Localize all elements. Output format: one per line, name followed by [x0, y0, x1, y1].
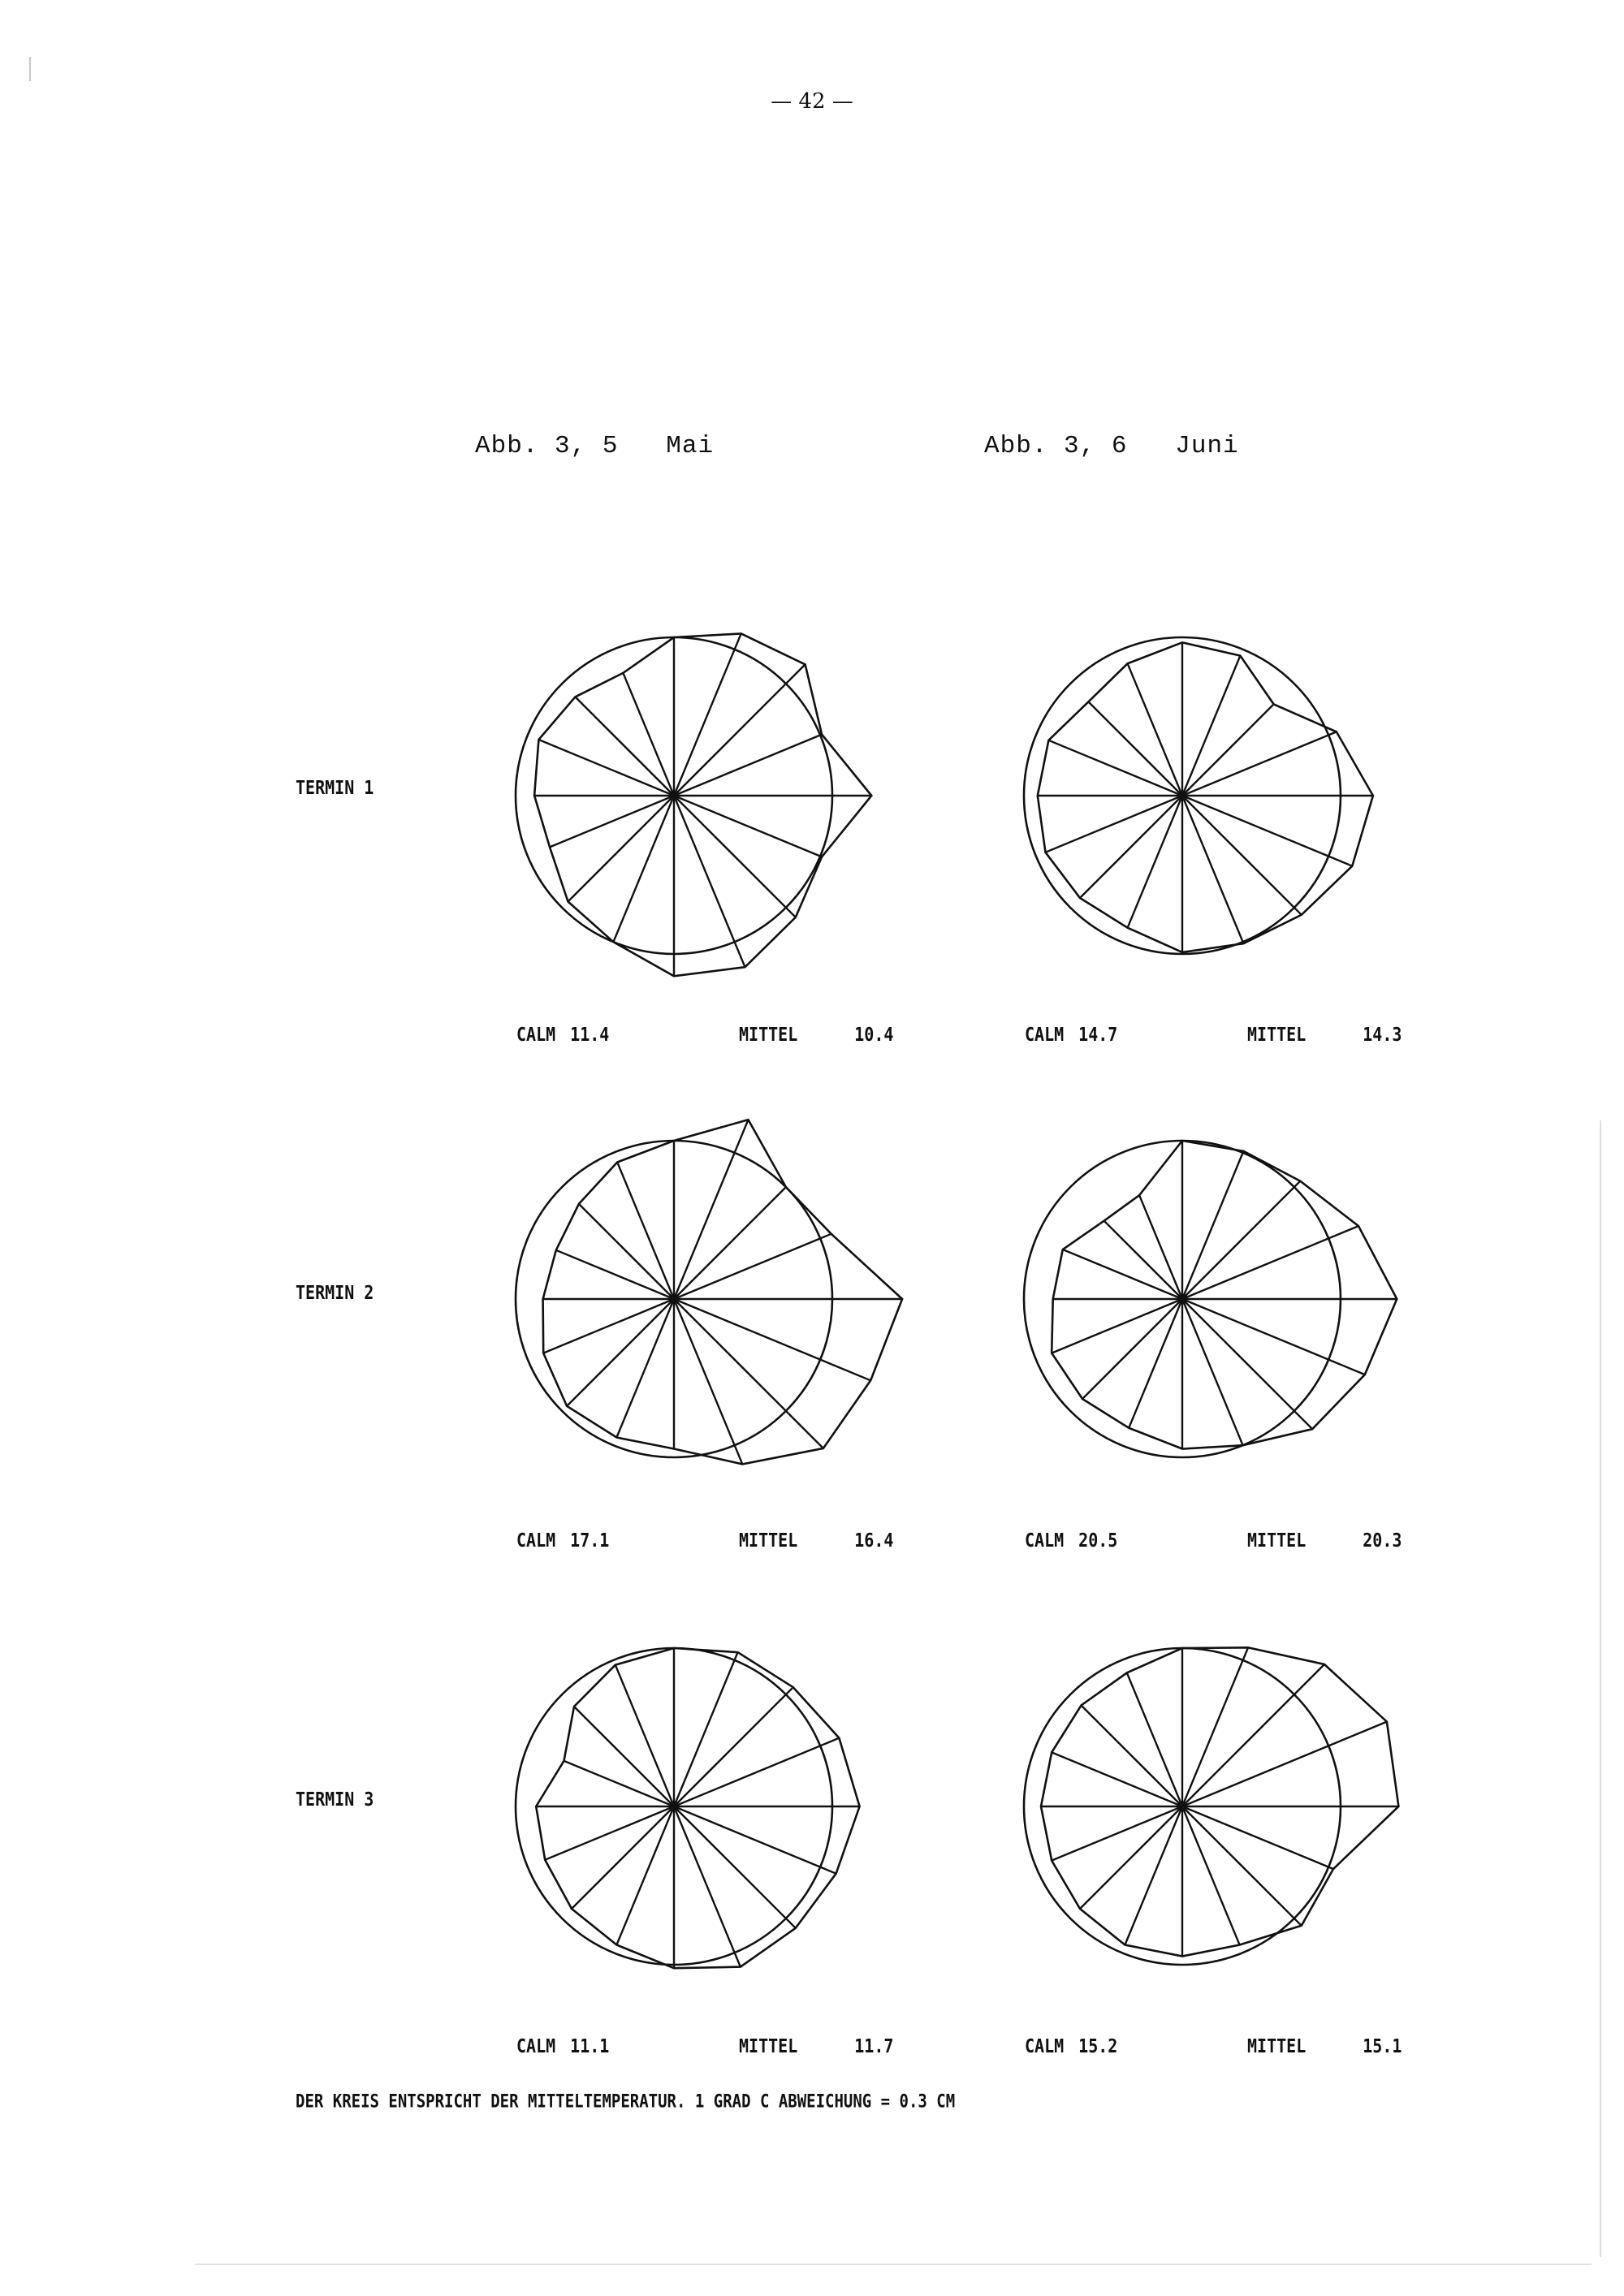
- mittel-stat-mai-termin-1: [739, 1023, 893, 1046]
- mittel-value: 20.3: [1363, 1529, 1402, 1552]
- mittel-stat-juni-termin-2: [1247, 1529, 1402, 1552]
- temperature-polygon: [1041, 1647, 1398, 1956]
- rose-chart-mai-termin-1: [471, 593, 877, 999]
- rose-chart-mai-termin-2: [471, 1096, 877, 1502]
- mittel-value: 15.1: [1363, 2035, 1402, 2057]
- center-point: [1177, 1294, 1187, 1304]
- direction-spoke: [1182, 704, 1274, 796]
- termin-label-2: TERMIN 2: [296, 1281, 374, 1304]
- center-point: [1177, 791, 1187, 801]
- calm-value: 14.7: [1078, 1023, 1118, 1046]
- direction-spoke: [1182, 1299, 1312, 1429]
- figure-title-juni: Abb. 3, 6 Juni: [984, 432, 1239, 460]
- calm-stat-mai-termin-1: [516, 1023, 609, 1046]
- direction-spoke: [1182, 796, 1302, 915]
- mittel-stat-mai-termin-2: [739, 1529, 893, 1552]
- direction-spoke: [674, 1806, 796, 1928]
- direction-spoke: [1080, 1806, 1182, 1909]
- direction-spoke: [579, 1204, 674, 1299]
- direction-spoke: [1080, 796, 1182, 898]
- direction-spoke: [1104, 1221, 1182, 1299]
- direction-spoke: [1182, 1664, 1324, 1806]
- calm-label: CALM: [516, 2035, 556, 2057]
- mittel-value: 14.3: [1363, 1023, 1402, 1046]
- mittel-label: MITTEL: [739, 2035, 798, 2057]
- calm-value: 17.1: [570, 1529, 610, 1552]
- mittel-label: MITTEL: [1247, 2035, 1307, 2057]
- center-point: [669, 1802, 679, 1811]
- direction-spoke: [1088, 701, 1182, 796]
- footnote: DER KREIS ENTSPRICHT DER MITTELTEMPERATUR. 1 GRAD C ABWEICHUNG = 0.3 CM: [296, 2091, 956, 2113]
- direction-spoke: [567, 1299, 674, 1406]
- scan-artifact: [29, 57, 31, 81]
- temperature-polygon: [534, 633, 871, 976]
- calm-stat-juni-termin-1: [1025, 1023, 1117, 1046]
- scan-artifact: [1600, 1120, 1601, 2257]
- mittel-label: MITTEL: [739, 1529, 798, 1552]
- calm-stat-juni-termin-3: [1025, 2035, 1117, 2057]
- figure-title-mai: Abb. 3, 5 Mai: [475, 432, 715, 460]
- mittel-value: 10.4: [854, 1023, 894, 1046]
- rose-chart-mai-termin-3: [471, 1603, 877, 2009]
- direction-spoke: [1182, 1806, 1302, 1926]
- direction-spoke: [574, 1707, 674, 1806]
- calm-stat-mai-termin-2: [516, 1529, 609, 1552]
- calm-value: 11.4: [570, 1023, 610, 1046]
- rose-chart-juni-termin-1: [979, 593, 1385, 999]
- direction-spoke: [1082, 1299, 1182, 1399]
- calm-label: CALM: [1025, 2035, 1065, 2057]
- mittel-label: MITTEL: [1247, 1023, 1307, 1046]
- direction-spoke: [572, 1806, 674, 1909]
- temperature-polygon: [536, 1648, 859, 1968]
- calm-label: CALM: [516, 1529, 556, 1552]
- mittel-value: 11.7: [854, 2035, 894, 2057]
- temperature-polygon: [1038, 642, 1373, 952]
- calm-value: 15.2: [1078, 2035, 1118, 2057]
- direction-spoke: [674, 796, 796, 917]
- mittel-value: 16.4: [854, 1529, 894, 1552]
- calm-stat-mai-termin-3: [516, 2035, 609, 2057]
- direction-spoke: [674, 664, 806, 796]
- rose-chart-juni-termin-3: [979, 1603, 1385, 2009]
- mittel-stat-juni-termin-3: [1247, 2035, 1402, 2057]
- termin-label-3: TERMIN 3: [296, 1788, 374, 1810]
- page-number: — 42 —: [771, 89, 853, 114]
- calm-label: CALM: [1025, 1023, 1065, 1046]
- direction-spoke: [575, 697, 674, 796]
- calm-label: CALM: [516, 1023, 556, 1046]
- rose-chart-juni-termin-2: [979, 1096, 1385, 1502]
- calm-label: CALM: [1025, 1529, 1065, 1552]
- direction-spoke: [674, 1299, 823, 1448]
- center-point: [669, 791, 679, 801]
- termin-label-1: TERMIN 1: [296, 776, 374, 799]
- calm-stat-juni-termin-2: [1025, 1529, 1117, 1552]
- temperature-polygon: [543, 1120, 903, 1464]
- direction-spoke: [674, 1687, 793, 1806]
- mittel-label: MITTEL: [1247, 1529, 1307, 1552]
- scan-artifact: [195, 2264, 1592, 2265]
- direction-spoke: [674, 1187, 786, 1299]
- calm-value: 11.1: [570, 2035, 610, 2057]
- direction-spoke: [568, 796, 675, 902]
- mittel-label: MITTEL: [739, 1023, 798, 1046]
- direction-spoke: [1182, 1181, 1300, 1299]
- mittel-stat-juni-termin-1: [1247, 1023, 1402, 1046]
- mittel-stat-mai-termin-3: [739, 2035, 893, 2057]
- direction-spoke: [1082, 1706, 1183, 1807]
- center-point: [1177, 1802, 1187, 1811]
- calm-value: 20.5: [1078, 1529, 1118, 1552]
- center-point: [669, 1294, 679, 1304]
